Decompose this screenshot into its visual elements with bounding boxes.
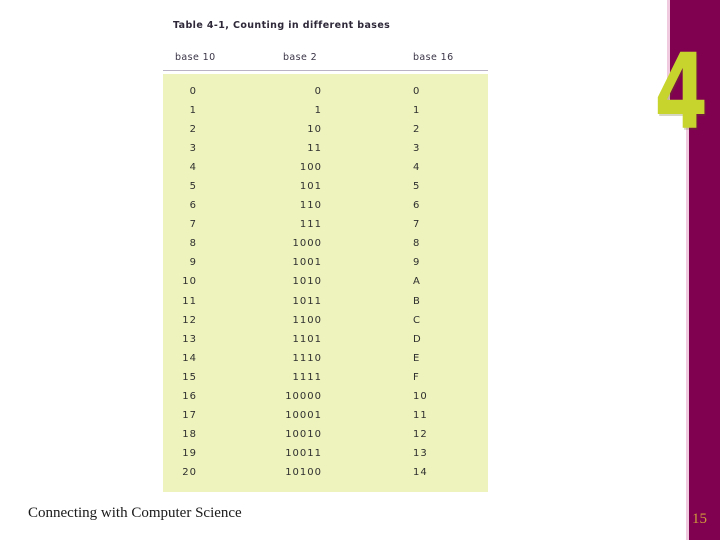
table-cell: 8	[189, 238, 197, 250]
table-cell: 2	[189, 124, 197, 136]
table-cell: 9	[413, 257, 421, 269]
table-column-headers	[0, 52, 720, 66]
table-cell: 1001	[292, 257, 322, 269]
table-cell: 1000	[292, 238, 322, 250]
table-cell: 13	[182, 333, 197, 345]
table-cell: 10	[182, 276, 197, 288]
table-cell: 11	[413, 409, 428, 421]
table-cell: 101	[299, 181, 322, 193]
table-row	[163, 292, 488, 311]
table-cell: 4	[189, 162, 197, 174]
table-cell: 3	[189, 143, 197, 155]
table-cell: 7	[413, 219, 421, 231]
table-cell: 0	[189, 86, 197, 98]
table-cell: 15	[182, 371, 197, 383]
table-cell: 13	[413, 447, 428, 459]
table-cell: 0	[314, 86, 322, 98]
page-number: 15	[692, 511, 707, 527]
table-cell: 1110	[292, 352, 322, 364]
table-row	[163, 330, 488, 349]
table-cell: 6	[189, 200, 197, 212]
table-cell: 1	[189, 105, 197, 117]
table-cell: 10	[413, 390, 428, 402]
table-row	[163, 368, 488, 387]
table-cell: 10100	[285, 466, 322, 478]
column-header-base16: base 16	[413, 52, 454, 63]
table-cell: 7	[189, 219, 197, 231]
table-cell: 10000	[285, 390, 322, 402]
table-cell: 1111	[292, 371, 322, 383]
table-cell: 6	[413, 200, 421, 212]
table-cell: 4	[413, 162, 421, 174]
table-cell: 2	[413, 124, 421, 136]
table-cell: 1	[413, 105, 421, 117]
table-cell: 1101	[292, 333, 322, 345]
table-title: Table 4-1, Counting in different bases	[173, 20, 391, 31]
table-row	[163, 177, 488, 196]
table-cell: 1	[314, 105, 322, 117]
table-cell: 110	[299, 200, 322, 212]
chapter-number: 4	[654, 31, 708, 153]
table-cell: 9	[189, 257, 197, 269]
table-cell: 3	[413, 143, 421, 155]
table-cell: E	[413, 352, 421, 364]
table-body	[163, 74, 488, 492]
table-cell: 5	[189, 181, 197, 193]
table-cell: 10001	[285, 409, 322, 421]
header-divider	[163, 70, 488, 71]
table-row	[163, 406, 488, 425]
table-row	[163, 387, 488, 406]
table-row	[163, 215, 488, 234]
table-row	[163, 463, 488, 482]
table-cell: C	[413, 314, 421, 326]
table-row	[163, 101, 488, 120]
table-row	[163, 349, 488, 368]
table-cell: 1010	[292, 276, 322, 288]
table-cell: D	[413, 333, 422, 345]
table-row	[163, 253, 488, 272]
table-cell: 18	[182, 428, 197, 440]
table-row	[163, 196, 488, 215]
table-cell: 0	[413, 86, 421, 98]
table-cell: 14	[182, 352, 197, 364]
table-cell: A	[413, 276, 421, 288]
table-cell: 10011	[285, 447, 322, 459]
table-row	[163, 444, 488, 463]
table-cell: 100	[299, 162, 322, 174]
table-cell: 1100	[292, 314, 322, 326]
table-row	[163, 139, 488, 158]
table-cell: 5	[413, 181, 421, 193]
table-cell: 8	[413, 238, 421, 250]
column-header-base10: base 10	[175, 52, 216, 63]
column-header-base2: base 2	[283, 52, 318, 63]
table-row	[163, 425, 488, 444]
table-row	[163, 82, 488, 101]
table-cell: 111	[299, 219, 322, 231]
table-row	[163, 311, 488, 330]
table-row	[163, 120, 488, 139]
table-cell: 14	[413, 466, 428, 478]
table-cell: 11	[182, 295, 197, 307]
table-cell: 11	[307, 143, 322, 155]
table-cell: 10	[307, 124, 322, 136]
table-row	[163, 234, 488, 253]
table-row	[163, 272, 488, 291]
table-cell: 10010	[285, 428, 322, 440]
table-cell: 16	[182, 390, 197, 402]
table-cell: 19	[182, 447, 197, 459]
table-cell: 12	[413, 428, 428, 440]
table-row	[163, 158, 488, 177]
table-cell: B	[413, 295, 421, 307]
table-cell: 20	[182, 466, 197, 478]
table-cell: 12	[182, 314, 197, 326]
table-cell: 17	[182, 409, 197, 421]
table-cell: 1011	[292, 295, 322, 307]
footer-text: Connecting with Computer Science	[28, 505, 242, 521]
table-cell: F	[413, 371, 420, 383]
